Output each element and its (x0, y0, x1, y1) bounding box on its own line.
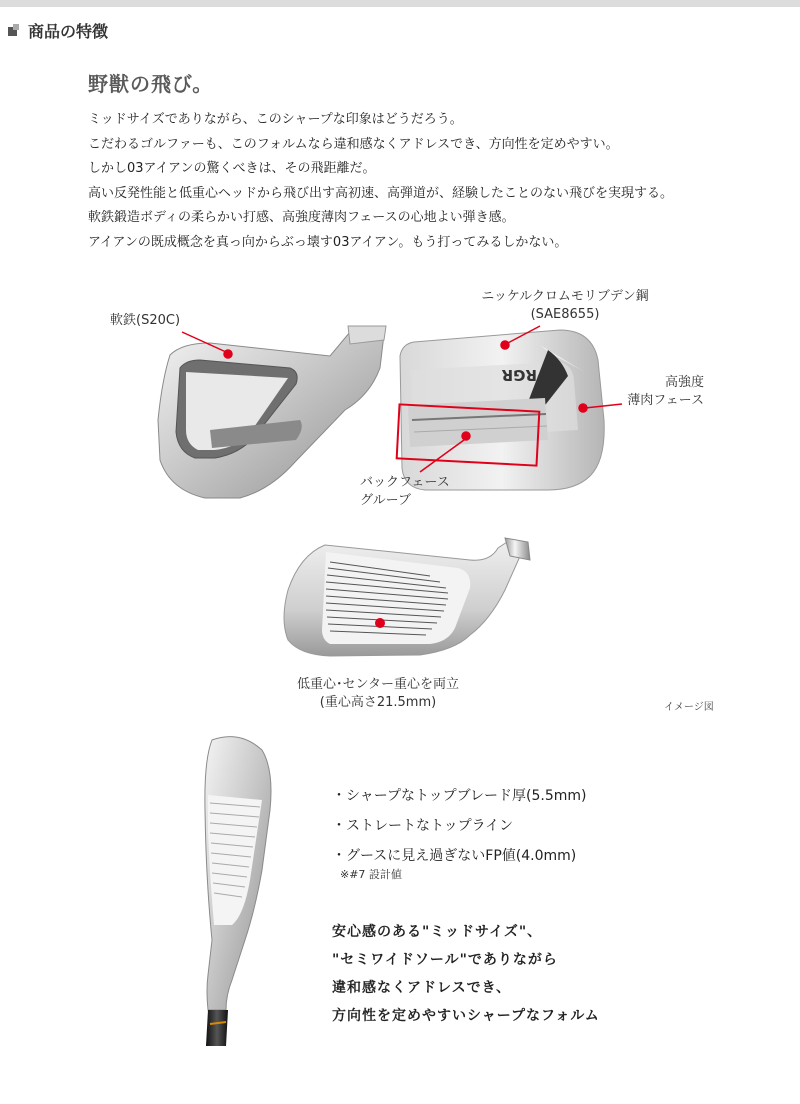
callout-back-groove (360, 474, 450, 510)
callout-line: 薄肉フェース (627, 393, 704, 408)
summary-line: "セミワイドソール"でありながら (332, 952, 558, 968)
intro-line: こだわるゴルファーも、このフォルムなら違和感なくアドレスでき、方向性を定めやすい。 (88, 136, 619, 152)
callout-thin-face (624, 374, 704, 410)
design-value-note: ※#7 設計値 (340, 868, 402, 881)
intro-line: 軟鉄鍛造ボディの柔らかい打感、高強度薄肉フェースの心地よい弾き感。 (88, 210, 515, 225)
summary-line: 方向性を定めやすいシャープなフォルム (332, 1008, 600, 1024)
summary-line: 違和感なくアドレスでき、 (332, 980, 512, 996)
address-view-figure (205, 737, 271, 1046)
summary-line: 安心感のある"ミッドサイズ"、 (332, 924, 543, 940)
summary-text (332, 920, 600, 1032)
callout-line: ニッケルクロムモリブデン鋼 (481, 289, 649, 304)
feature-item: ・ストレートなトップライン (332, 818, 514, 834)
intro-line: ミッドサイズでありながら、このシャープな印象はどうだろう。 (88, 112, 463, 127)
brand-logo: PRGR (501, 366, 548, 384)
section-title: 商品の特徴 (28, 21, 109, 41)
callout-center-of-gravity (278, 676, 478, 712)
headline: 野獣の飛び。 (88, 72, 214, 96)
callout-line: 低重心･センター重心を両立 (297, 677, 459, 692)
intro-line: しかし03アイアンの驚くべきは、その飛距離だ。 (88, 161, 376, 176)
callout-line: (重心高さ21.5mm) (319, 695, 437, 710)
image-note: イメージ図 (664, 702, 714, 713)
intro-line: アイアンの既成概念を真っ向からぶっ壊す03アイアン。もう打ってみるしかない。 (88, 234, 568, 250)
center-of-gravity-dot (375, 618, 385, 628)
cavity-back-head-figure (158, 326, 386, 498)
callout-nickel-steel (470, 288, 660, 324)
callout-line: バックフェース (360, 475, 450, 490)
feature-item: ・シャープなトップブレード厚(5.5mm) (332, 788, 587, 804)
callout-line: グルーブ (360, 493, 411, 508)
face-view-figure (284, 538, 530, 656)
feature-list (332, 784, 587, 882)
callout-line: 高強度 (664, 375, 704, 390)
intro-line: 高い反発性能と低重心ヘッドから飛び出す高初速、高弾道が、経験したことのない飛びを実現する。 (88, 185, 674, 201)
callout-soft-iron: 軟鉄(S20C) (110, 313, 181, 328)
feature-item: ・グースに見え過ぎないFP値(4.0mm) (332, 848, 577, 864)
callout-line: (SAE8655) (530, 307, 600, 322)
